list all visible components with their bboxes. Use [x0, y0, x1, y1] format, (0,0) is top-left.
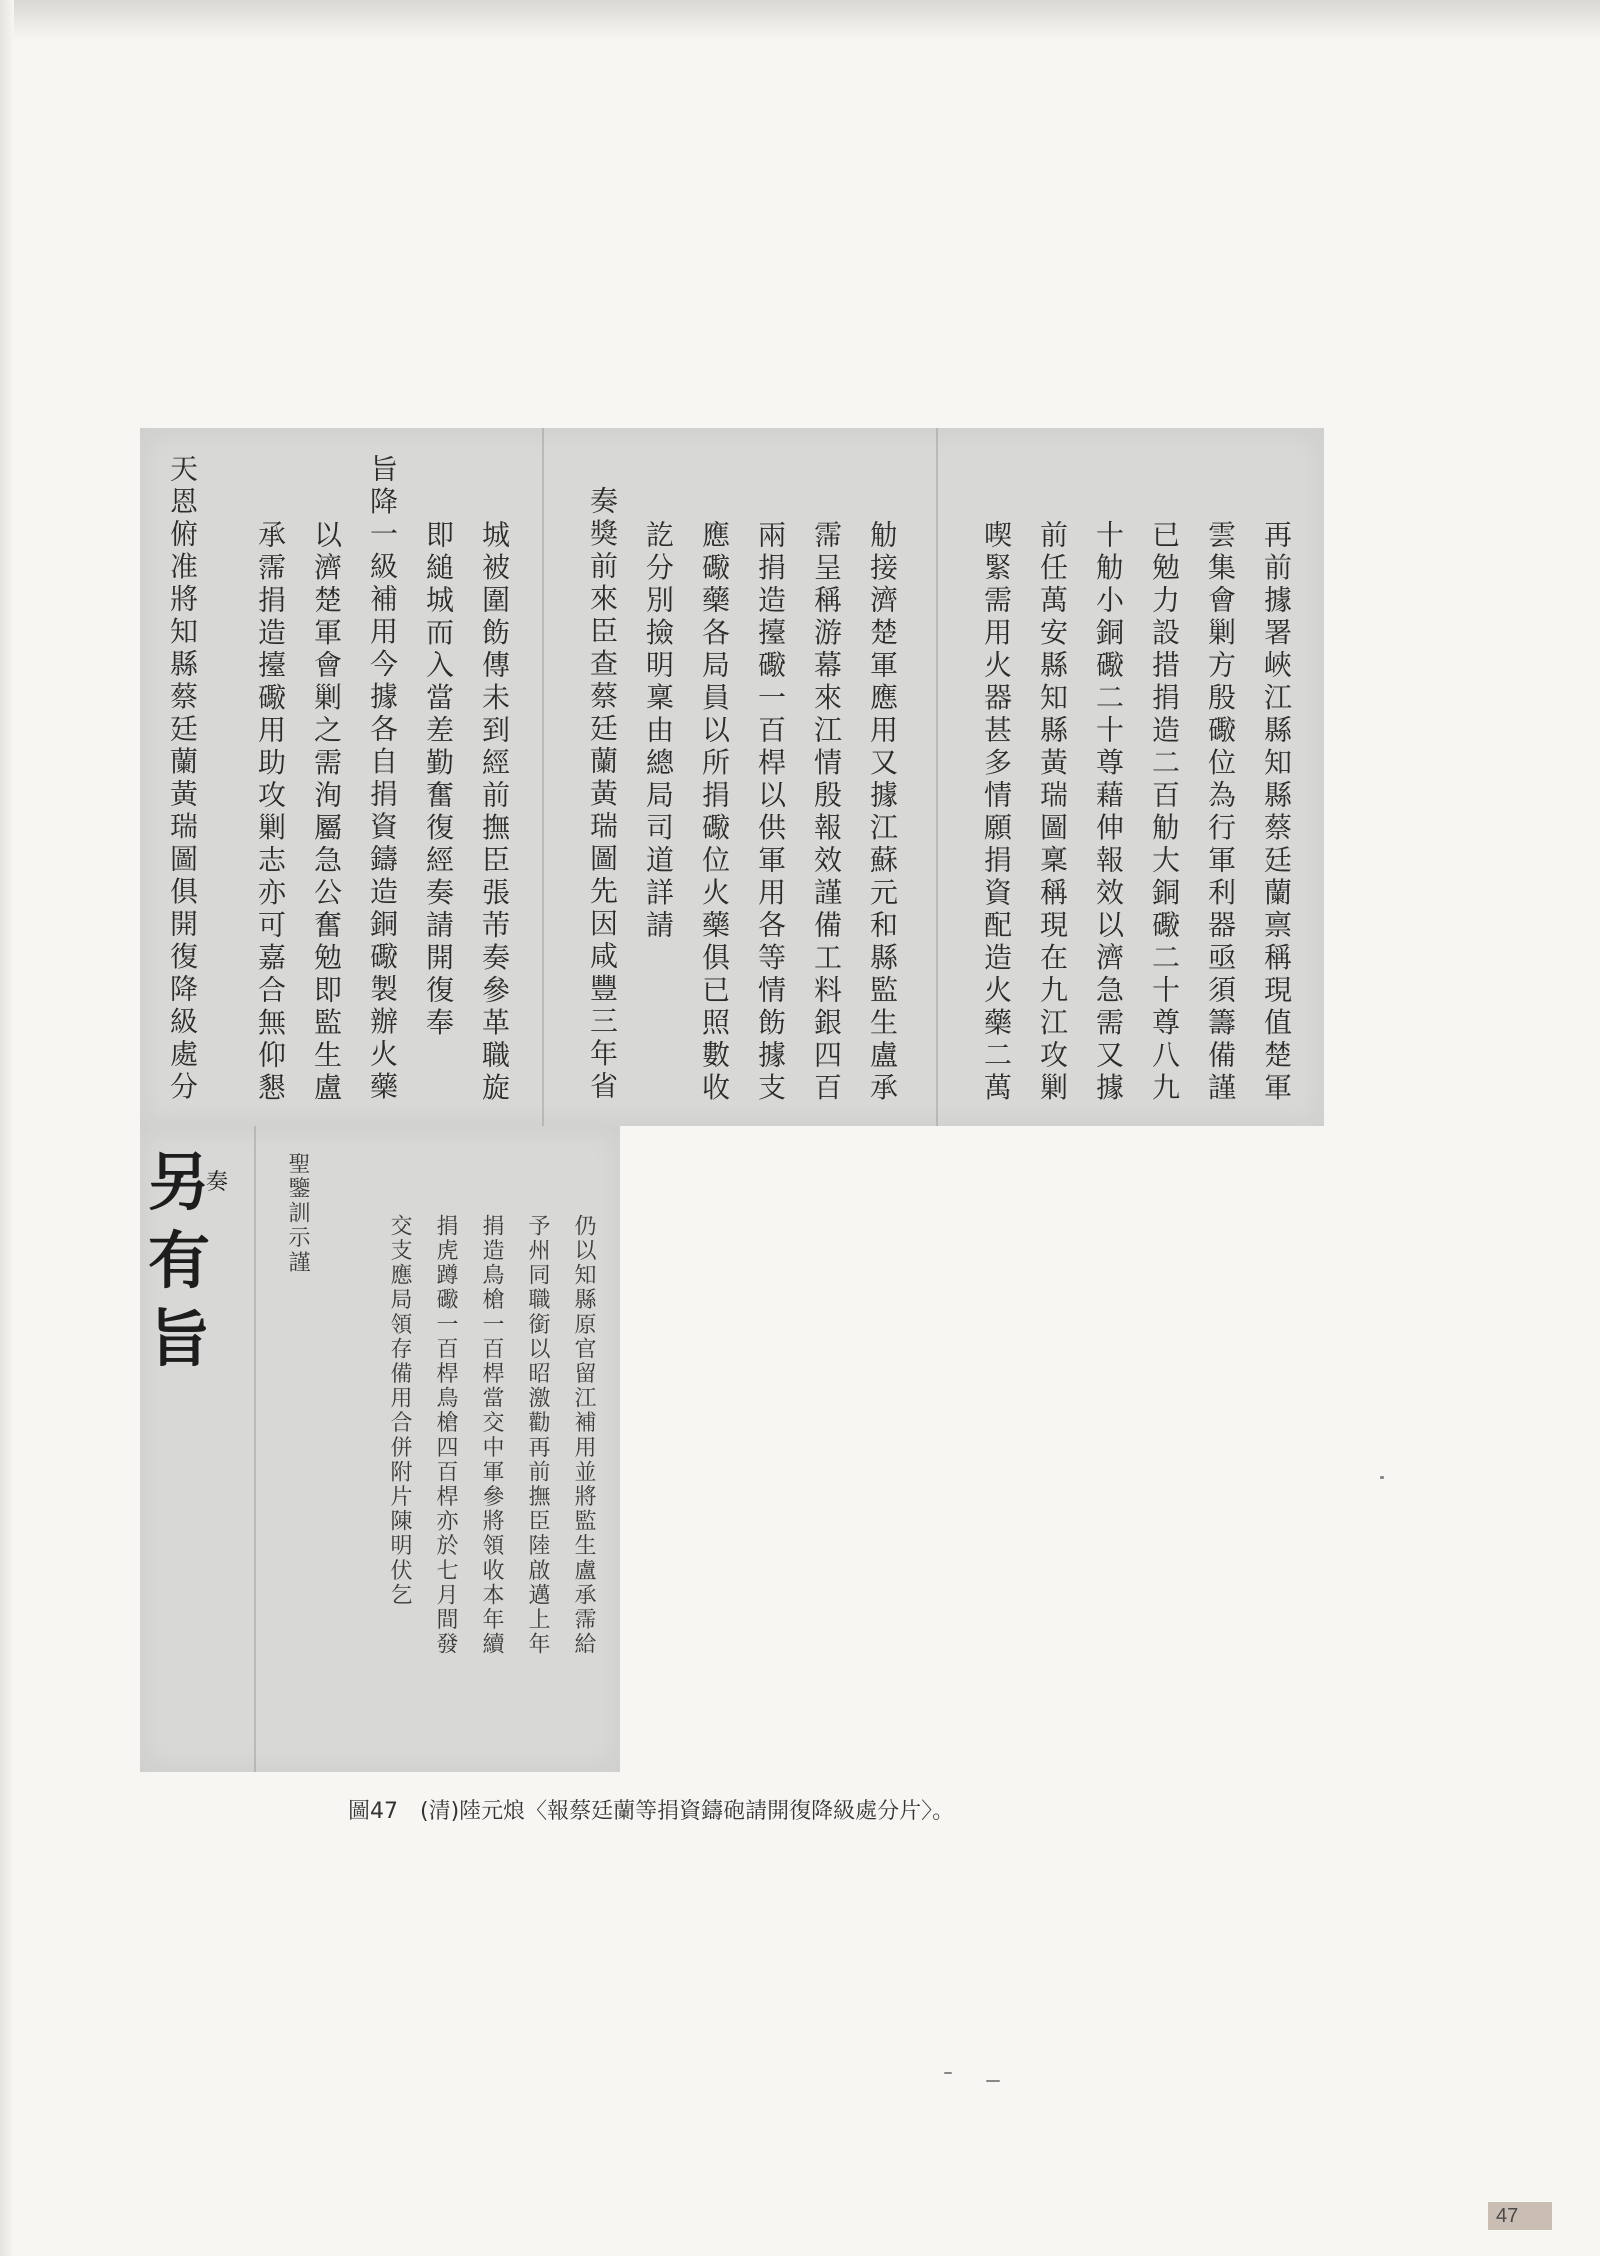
manuscript-panel-bottom: [140, 1126, 620, 1772]
scan-speck: [1380, 1476, 1384, 1479]
manuscript-column: 訖分別撿明稟由總局司道詳請: [642, 520, 675, 943]
manuscript-column: 即縋城而入當差勤奮復經奏請開復奉: [422, 520, 455, 1040]
manuscript-panel-top: [140, 428, 1324, 1126]
manuscript-column: 觔接濟楚軍應用又據江蘇元和縣監生盧承: [866, 520, 899, 1105]
manuscript-column: 捐造鳥槍一百桿當交中軍參將領收本年續: [479, 1214, 504, 1657]
manuscript-column: 仍以知縣原官留江補用並將監生盧承霈給: [571, 1214, 596, 1657]
rescript-note: 奏: [206, 1170, 229, 1195]
page-fold-line: [542, 428, 544, 1126]
manuscript-column: 已勉力設措捐造二百觔大銅礮二十尊八九: [1148, 520, 1181, 1105]
manuscript-column: 雲集會剿方殷礮位為行軍利器亟須籌備謹: [1204, 520, 1237, 1105]
manuscript-column: 交支應局領存備用合併附片陳明伏乞: [387, 1214, 412, 1608]
page-fold-line: [936, 428, 938, 1126]
figure-caption: 圖47 (清)陸元烺〈報蔡廷蘭等捐資鑄砲請開復降級處分片〉。: [348, 1799, 955, 1824]
page-number: 47: [1488, 2202, 1552, 2230]
manuscript-column: 奏獎前來臣查蔡廷蘭黃瑞圖先因咸豐三年省: [586, 486, 619, 1104]
manuscript-column: 再前據署峽江縣知縣蔡廷蘭禀稱現值楚軍: [1260, 520, 1293, 1105]
manuscript-column: 承霈捐造擡礮用助攻剿志亦可嘉合無仰懇: [254, 520, 287, 1105]
rescript-char: 有: [148, 1224, 211, 1297]
scan-top-shadow: [0, 0, 1600, 40]
manuscript-column: 霈呈稱游幕來江情殷報效謹備工料銀四百: [810, 520, 843, 1105]
rescript-char: 旨: [148, 1302, 211, 1375]
manuscript-column: 聖鑒訓示謹: [285, 1152, 310, 1275]
manuscript-column: 天恩俯准將知縣蔡廷蘭黃瑞圖俱開復降級處分: [166, 454, 199, 1104]
manuscript-column: 應礮藥各局員以所捐礮位火藥俱已照數收: [698, 520, 731, 1105]
manuscript-column: 旨降一級補用今據各自捐資鑄造銅礮製辦火藥: [366, 454, 399, 1104]
manuscript-column: 前任萬安縣知縣黃瑞圖稟稱現在九江攻剿: [1036, 520, 1069, 1105]
manuscript-column: 以濟楚軍會剿之需洵屬急公奮勉即監生盧: [310, 520, 343, 1105]
manuscript-column: 予州同職銜以昭激勸再前撫臣陸啟邁上年: [525, 1214, 550, 1657]
rescript-char: 另: [148, 1146, 211, 1219]
manuscript-column: 兩捐造擡礮一百桿以供軍用各等情飭據支: [754, 520, 787, 1105]
manuscript-column: 捐虎蹲礮一百桿鳥槍四百桿亦於七月間發: [433, 1214, 458, 1657]
manuscript-column: 城被圍飭傳未到經前撫臣張芾奏參革職旋: [478, 520, 511, 1105]
page-fold-line: [254, 1126, 256, 1772]
scan-speck: [986, 2080, 1000, 2082]
manuscript-column: 喫緊需用火器甚多情願捐資配造火藥二萬: [980, 520, 1013, 1105]
scan-speck: [944, 2072, 952, 2074]
manuscript-column: 十觔小銅礮二十尊藉伸報效以濟急需又據: [1092, 520, 1125, 1105]
imperial-rescript: [148, 1146, 238, 1482]
scan-left-shadow: [0, 0, 14, 2256]
